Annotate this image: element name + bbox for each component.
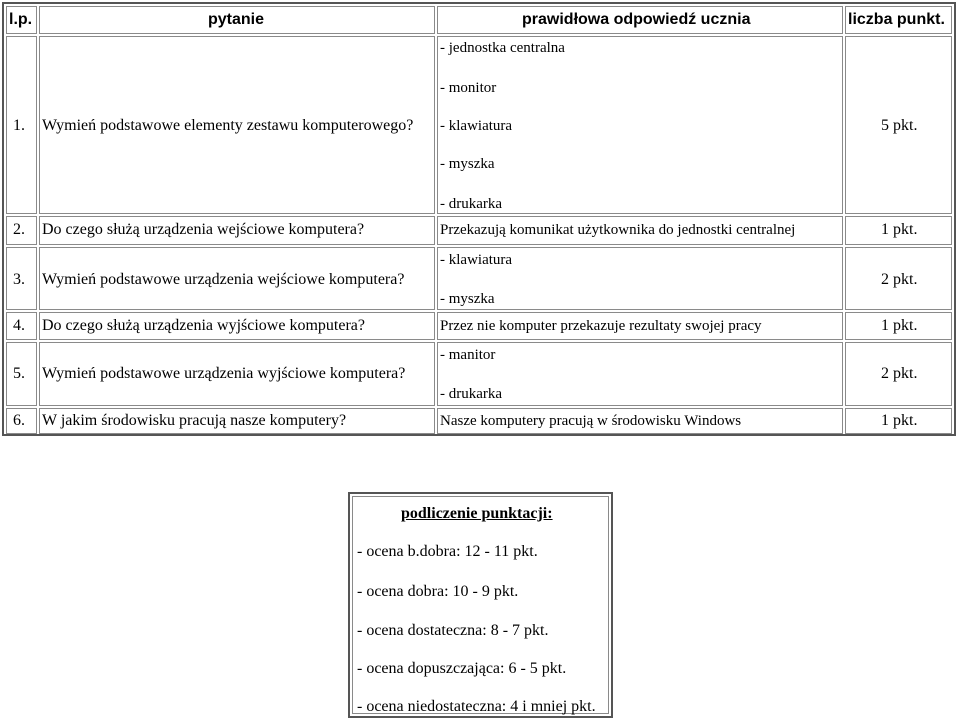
row-3-question-cell bbox=[39, 247, 435, 310]
row-4-num-cell bbox=[6, 312, 37, 340]
score-summary-table bbox=[348, 492, 613, 718]
row-3-num-cell bbox=[6, 247, 37, 310]
row-3-question: Wymień podstawowe urządzenia wejściowe komputera? bbox=[42, 271, 405, 288]
row-1-points-cell bbox=[845, 36, 952, 214]
row-6-num-cell bbox=[6, 408, 37, 434]
row-2-question-cell bbox=[39, 216, 435, 245]
row-3-answer-1: - klawiatura bbox=[440, 252, 513, 268]
score-item-2: - ocena dobra: 10 - 9 pkt. bbox=[357, 583, 519, 600]
header-question-cell bbox=[39, 6, 435, 34]
row-2-num-cell bbox=[6, 216, 37, 245]
row-6-question: W jakim środowisku pracują nasze komputery? bbox=[42, 412, 347, 429]
row-3-num: 3. bbox=[13, 271, 25, 288]
row-1-question-cell bbox=[39, 36, 435, 214]
row-1-num: 1. bbox=[13, 117, 25, 134]
score-item-1: - ocena b.dobra: 12 - 11 pkt. bbox=[357, 543, 538, 560]
score-summary-cell bbox=[352, 496, 609, 714]
score-summary-title: podliczenie punktacji: bbox=[401, 505, 553, 522]
row-6-answer: Nasze komputery pracują w środowisku Windows bbox=[440, 413, 742, 429]
header-points: liczba punkt. bbox=[848, 11, 945, 28]
row-6-answer-cell bbox=[437, 408, 843, 434]
row-4-answer-cell bbox=[437, 312, 843, 340]
row-1-answer-cell bbox=[437, 36, 843, 214]
row-4-num: 4. bbox=[13, 317, 25, 334]
score-item-4: - ocena dopuszczająca: 6 - 5 pkt. bbox=[357, 660, 567, 677]
header-question: pytanie bbox=[208, 11, 265, 28]
row-3-answer-2: - myszka bbox=[440, 291, 495, 307]
row-5-question: Wymień podstawowe urządzenia wyjściowe komputera? bbox=[42, 365, 406, 382]
row-4-question-cell bbox=[39, 312, 435, 340]
row-2-points: 1 pkt. bbox=[881, 221, 918, 238]
row-2-num: 2. bbox=[13, 221, 25, 238]
header-answer: prawidłowa odpowiedź ucznia bbox=[522, 11, 751, 28]
row-4-question: Do czego służą urządzenia wyjściowe komputera? bbox=[42, 317, 365, 334]
row-3-points: 2 pkt. bbox=[881, 271, 918, 288]
header-lp-cell bbox=[6, 6, 37, 34]
row-1-answer-2: - monitor bbox=[440, 80, 497, 96]
row-3-answer-cell bbox=[437, 247, 843, 310]
row-5-answer-2: - drukarka bbox=[440, 386, 503, 402]
header-points-cell bbox=[845, 6, 952, 34]
row-4-points: 1 pkt. bbox=[881, 317, 918, 334]
header-lp: l.p. bbox=[9, 11, 33, 28]
row-4-points-cell bbox=[845, 312, 952, 340]
row-1-num-cell bbox=[6, 36, 37, 214]
row-5-answer-cell bbox=[437, 342, 843, 406]
row-1-answer-1: - jednostka centralna bbox=[440, 40, 565, 56]
row-1-answer-4: - myszka bbox=[440, 156, 495, 172]
score-item-3: - ocena dostateczna: 8 - 7 pkt. bbox=[357, 622, 549, 639]
row-1-points: 5 pkt. bbox=[881, 117, 918, 134]
row-6-points-cell bbox=[845, 408, 952, 434]
row-6-points: 1 pkt. bbox=[881, 412, 918, 429]
row-5-points: 2 pkt. bbox=[881, 365, 918, 382]
row-5-answer-1: - manitor bbox=[440, 347, 496, 363]
row-5-num: 5. bbox=[13, 365, 25, 382]
row-6-question-cell bbox=[39, 408, 435, 434]
row-2-answer: Przekazują komunikat użytkownika do jednostki centralnej bbox=[440, 222, 796, 238]
row-1-answer-5: - drukarka bbox=[440, 196, 503, 212]
row-6-num: 6. bbox=[13, 412, 25, 429]
row-3-points-cell bbox=[845, 247, 952, 310]
row-2-question: Do czego służą urządzenia wejściowe komputera? bbox=[42, 221, 365, 238]
row-1-answer-3: - klawiatura bbox=[440, 118, 513, 134]
row-2-answer-cell bbox=[437, 216, 843, 245]
row-5-question-cell bbox=[39, 342, 435, 406]
row-5-num-cell bbox=[6, 342, 37, 406]
row-2-points-cell bbox=[845, 216, 952, 245]
score-item-5: - ocena niedostateczna: 4 i mniej pkt. bbox=[357, 698, 596, 715]
row-1-question: Wymień podstawowe elementy zestawu komputerowego? bbox=[42, 117, 414, 134]
row-5-points-cell bbox=[845, 342, 952, 406]
row-4-answer: Przez nie komputer przekazuje rezultaty swojej pracy bbox=[440, 318, 762, 334]
header-answer-cell bbox=[437, 6, 843, 34]
